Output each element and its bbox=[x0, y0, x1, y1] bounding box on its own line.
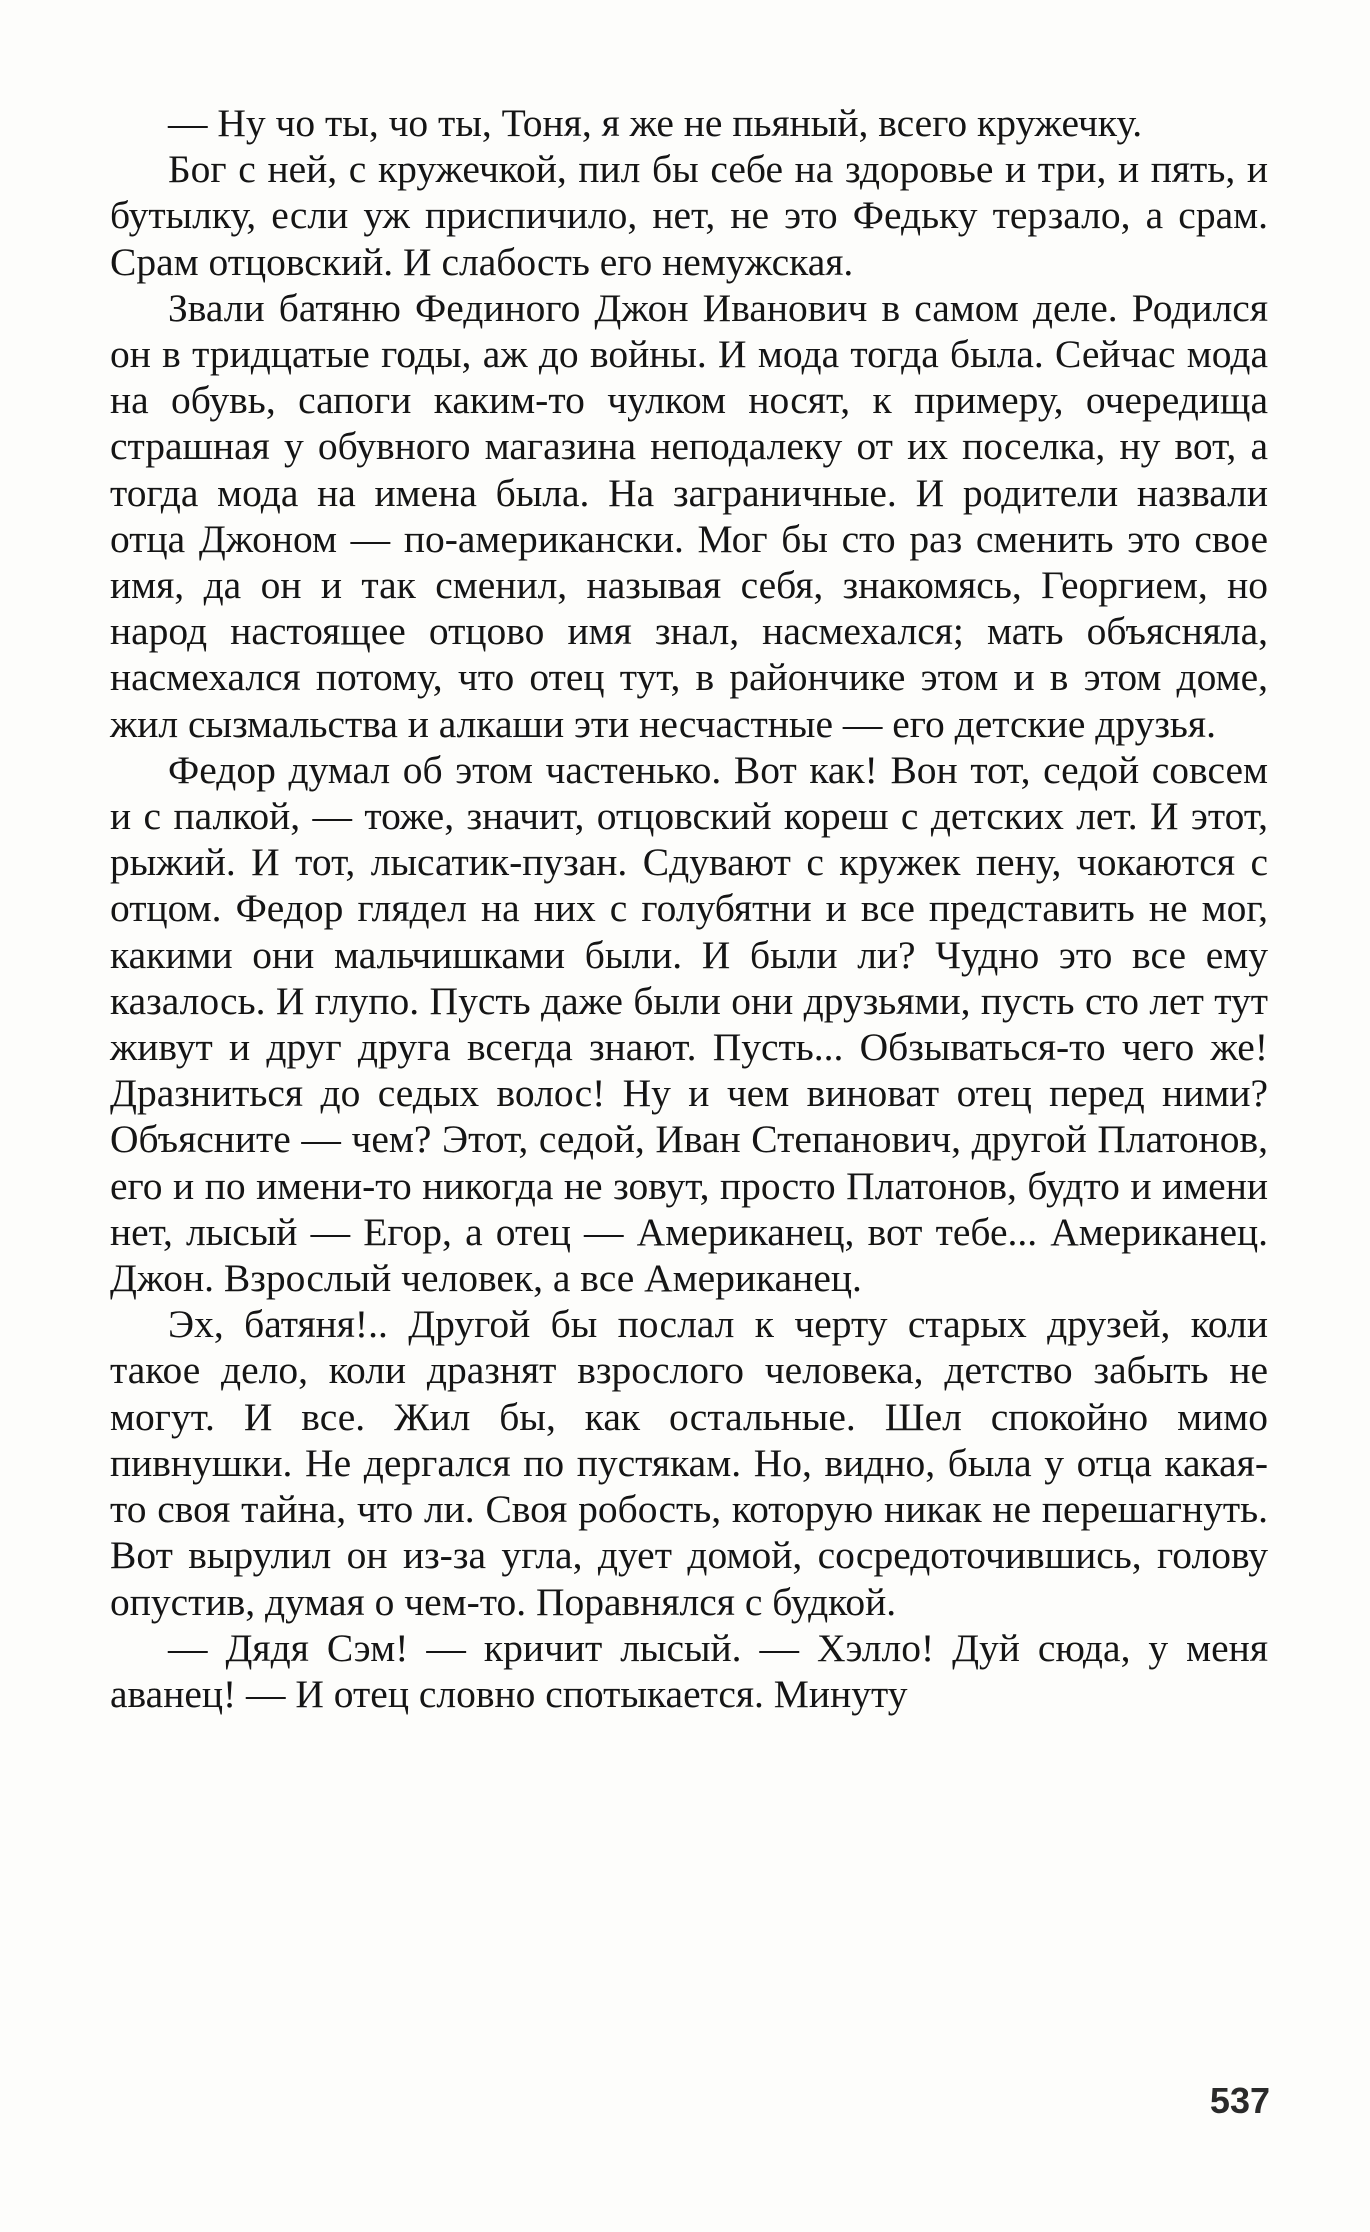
page-number: 537 bbox=[1209, 2080, 1270, 2121]
paragraph-3: Звали батяню Фединого Джон Иванович в самом деле. Родился он в тридцатые годы, аж до войны. И мода тогда была. Сейчас мода на обувь, сапоги каким-то чулком носят, к примеру, очередища страшная у обувного магазина неподалеку от их поселка, ну вот, а тогда мода на имена была. На заграничные. И родители назвали отца Джоном — по-американски. Мог бы сто раз сменить это свое имя, да он и так сменил, называя себя, знакомясь, Георгием, но народ настоящее отцово имя знал, насмехался; мать объясняла, насмехался потому, что отец тут, в райончике этом и в этом доме, жил сызмальства и алкаши эти несчастные — его детские друзья. bbox=[110, 285, 1268, 746]
paragraph-6: — Дядя Сэм! — кричит лысый. — Хэлло! Дуй сюда, у меня аванец! — И отец словно спотыкается. Минуту bbox=[110, 1625, 1268, 1716]
body-text bbox=[110, 100, 1268, 1717]
paragraph-4: Федор думал об этом частенько. Вот как! Вон тот, седой совсем и с палкой, — тоже, значит, отцовский кореш с детских лет. И этот, рыжий. И тот, лысатик-пузан. Сдувают с кружек пену, чокаются с отцом. Федор глядел на них с голубятни и все представить не мог, какими они мальчишками были. И были ли? Чудно это все ему казалось. И глупо. Пусть даже были они друзьями, пусть сто лет тут живут и друг друга всегда знают. Пусть... Обзываться-то чего же! Дразниться до седых волос! Ну и чем виноват отец перед ними? Объясните — чем? Этот, седой, Иван Степанович, другой Платонов, его и по имени-то никогда не зовут, просто Платонов, будто и имени нет, лысый — Егор, а отец — Американец, вот тебе... Американец. Джон. Взрослый человек, а все Американец. bbox=[110, 747, 1268, 1301]
paragraph-5: Эх, батяня!.. Другой бы послал к черту старых друзей, коли такое дело, коли дразнят взрослого человека, детство забыть не могут. И все. Жил бы, как остальные. Шел спокойно мимо пивнушки. Не дергался по пустякам. Но, видно, была у отца какая-то своя тайна, что ли. Своя робость, которую никак не перешагнуть. Вот вырулил он из-за угла, дует домой, сосредоточившись, голову опустив, думая о чем-то. Поравнялся с будкой. bbox=[110, 1302, 1268, 1624]
paragraph-1: — Ну чо ты, чо ты, Тоня, я же не пьяный, всего кружечку. bbox=[168, 101, 1143, 145]
paragraph-2: Бог с ней, с кружечкой, пил бы себе на здоровье и три, и пять, и бутылку, если уж приспичило, нет, не это Федьку терзало, а срам. Срам отцовский. И слабость его немужская. bbox=[110, 147, 1268, 284]
